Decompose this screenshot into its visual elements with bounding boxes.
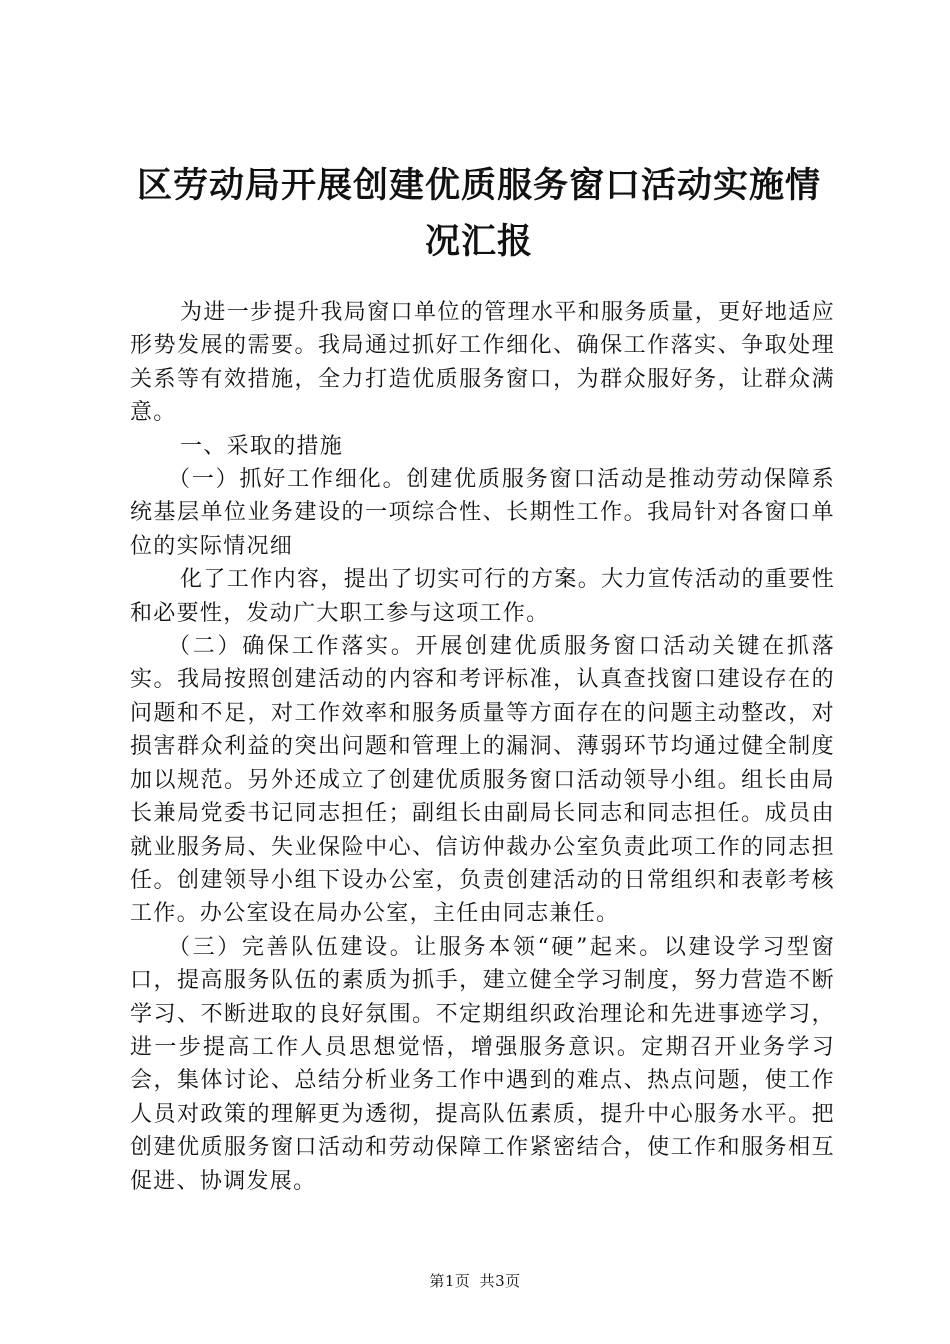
paragraph-ensure-implementation: （二）确保工作落实。开展创建优质服务窗口活动关键在抓落实。我局按照创建活动的内容和考评标准，认真查找窗口建设存在的问题和不足，对工作效率和服务质量等方面存在的问题主动整改，对损害群众利益的突出问题和管理上的漏洞、薄弱环节均通过健全制度加以规范。另外还成立了创建优质服务窗口活动领导小组。组长由局长兼局党委书记同志担任；副组长由副局长同志和同志担任。成员由就业服务局、失业保险中心、信访仲裁办公室负责此项工作的同志担任。创建领导小组下设办公室，负责创建活动的日常组织和表彰考核工作。办公室设在局办公室，主任由同志兼任。 <box>130 634 835 927</box>
page-number: 第1页 <box>429 1272 471 1290</box>
paragraph-refine-work-continued: 化了工作内容，提出了切实可行的方案。大力宣传活动的重要性和必要性，发动广大职工参与这项工作。 <box>130 567 835 626</box>
document-body <box>130 296 835 1198</box>
page-footer <box>0 1270 950 1291</box>
document-title: 区劳动局开展创建优质服务窗口活动实施情况汇报 <box>136 166 821 262</box>
paragraph-refine-work: （一）抓好工作细化。创建优质服务窗口活动是推动劳动保障系统基层单位业务建设的一项综合性、长期性工作。我局针对各窗口单位的实际情况细 <box>130 467 835 559</box>
section-heading-measures: 一、采取的措施 <box>180 433 344 459</box>
page-total: 共3页 <box>479 1272 521 1290</box>
intro-paragraph: 为进一步提升我局窗口单位的管理水平和服务质量，更好地适应形势发展的需要。我局通过抓好工作细化、确保工作落实、争取处理关系等有效措施，全力打造优质服务窗口，为群众服好务，让群众满意。 <box>130 300 835 426</box>
paragraph-team-building: （三）完善队伍建设。让服务本领“硬”起来。以建设学习型窗口，提高服务队伍的素质为抓手，建立健全学习制度，努力营造不断学习、不断进取的良好氛围。不定期组织政治理论和先进事迹学习，进一步提高工作人员思想觉悟，增强服务意识。定期召开业务学习会，集体讨论、总结分析业务工作中遇到的难点、热点问题，使工作人员对政策的理解更为透彻，提高队伍素质，提升中心服务水平。把创建优质服务窗口活动和劳动保障工作紧密结合，使工作和服务相互促进、协调发展。 <box>130 934 835 1194</box>
